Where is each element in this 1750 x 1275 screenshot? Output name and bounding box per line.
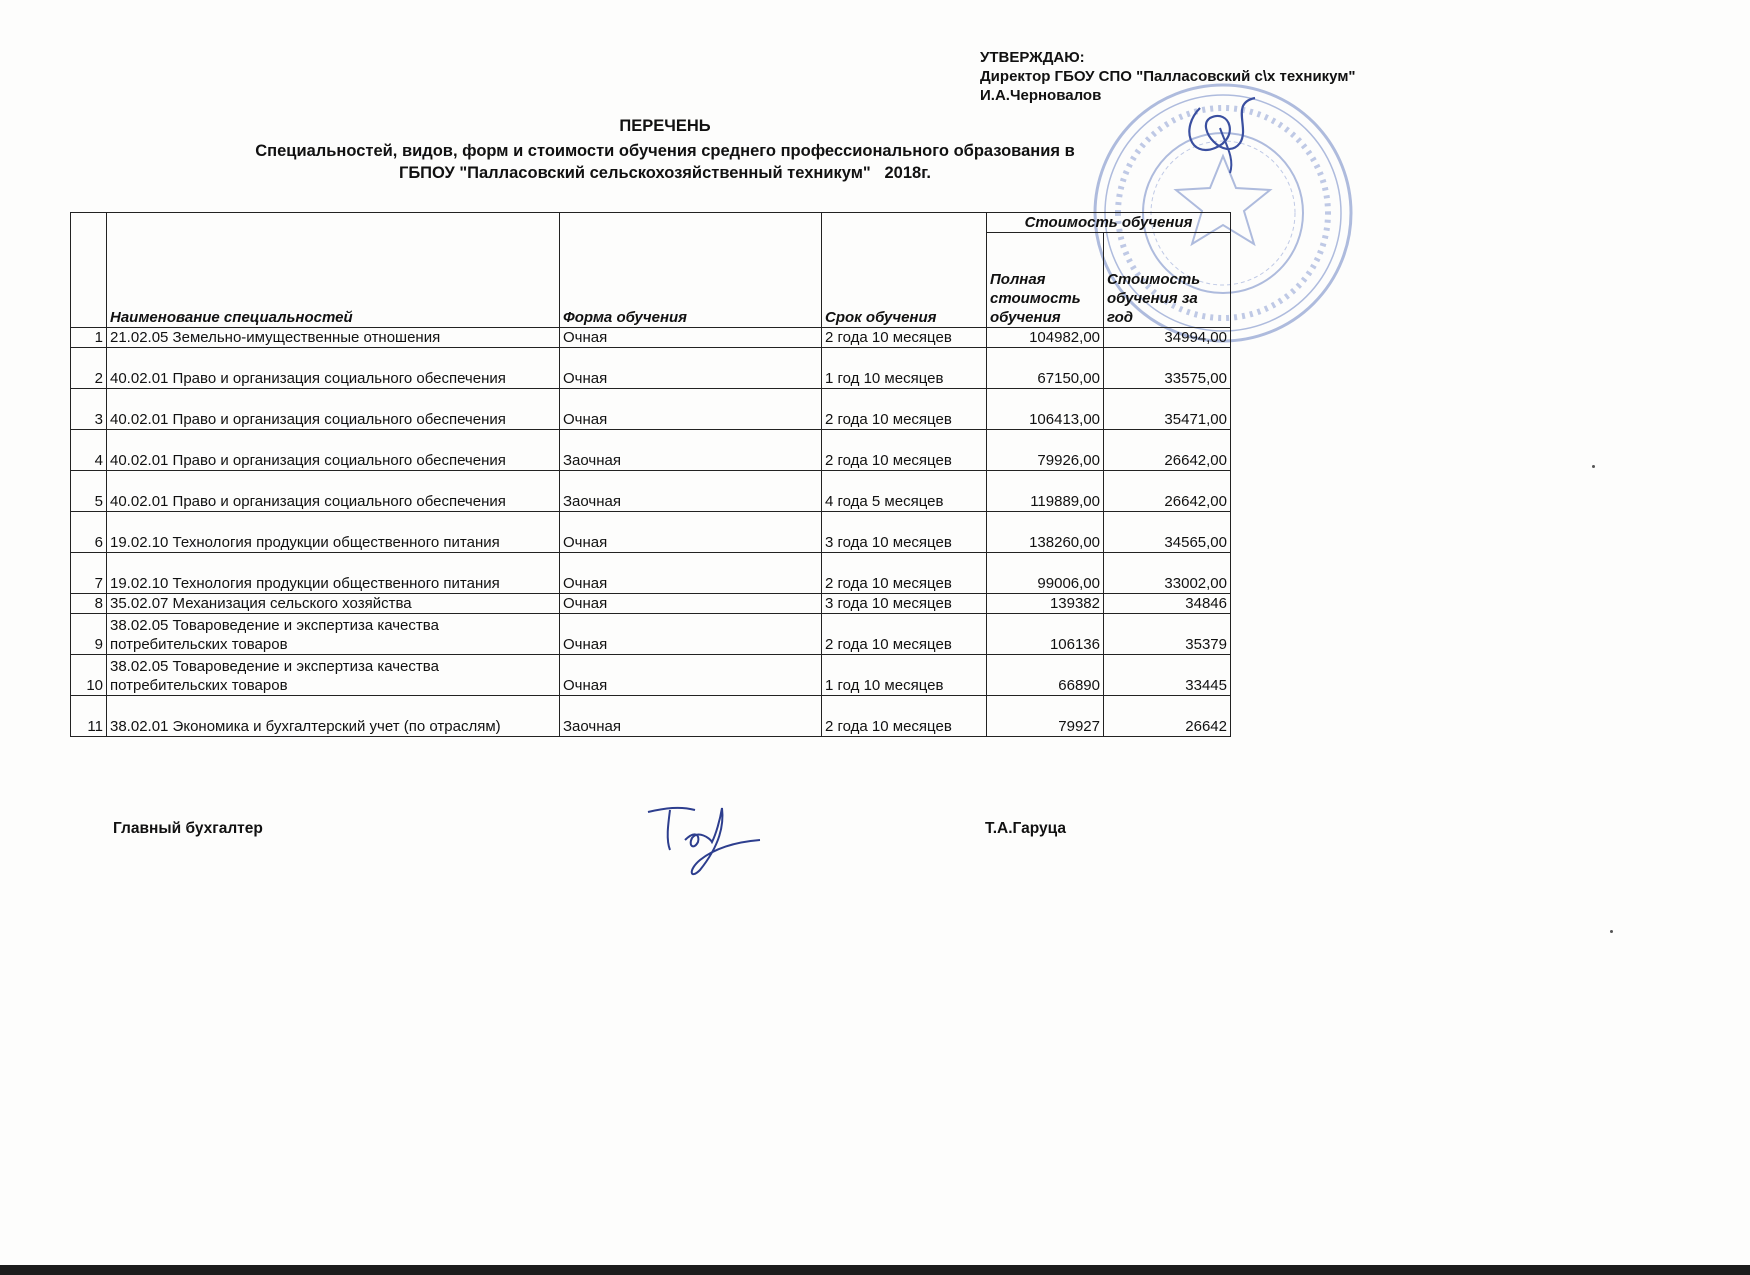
header-form: Форма обучения — [560, 213, 822, 328]
row-number: 9 — [71, 614, 107, 655]
row-number: 7 — [71, 553, 107, 594]
row-year-cost: 34994,00 — [1104, 328, 1231, 348]
row-term: 1 год 10 месяцев — [822, 348, 987, 389]
specialties-table — [70, 212, 1231, 737]
row-year-cost: 33445 — [1104, 655, 1231, 696]
row-term: 2 года 10 месяцев — [822, 328, 987, 348]
table-row — [71, 594, 1231, 614]
row-name: 40.02.01 Право и организация социального обеспечения — [107, 348, 560, 389]
row-term: 2 года 10 месяцев — [822, 696, 987, 737]
row-name: 35.02.07 Механизация сельского хозяйства — [107, 594, 560, 614]
row-year-cost: 35379 — [1104, 614, 1231, 655]
document-subtitle-line1: Специальностей, видов, форм и стоимости обучения среднего профессионального образования в — [255, 142, 1075, 160]
footer-role: Главный бухгалтер — [113, 820, 263, 837]
row-term: 2 года 10 месяцев — [822, 553, 987, 594]
row-term: 2 года 10 месяцев — [822, 430, 987, 471]
row-year-cost: 26642,00 — [1104, 430, 1231, 471]
table-header-row — [71, 213, 1231, 233]
row-number: 11 — [71, 696, 107, 737]
header-full-cost: Полная стоимость обучения — [987, 233, 1104, 328]
scan-speck — [1592, 465, 1595, 468]
table-row — [71, 512, 1231, 553]
footer-name: Т.А.Гаруца — [985, 820, 1066, 837]
row-form: Заочная — [560, 430, 822, 471]
row-term: 2 года 10 месяцев — [822, 389, 987, 430]
row-name: 38.02.01 Экономика и бухгалтерский учет (по отраслям) — [107, 696, 560, 737]
row-number: 2 — [71, 348, 107, 389]
row-number: 8 — [71, 594, 107, 614]
director-signature — [1170, 88, 1280, 178]
table-row — [71, 348, 1231, 389]
row-form: Очная — [560, 594, 822, 614]
row-year-cost: 35471,00 — [1104, 389, 1231, 430]
document-subtitle-line2: ГБПОУ "Палласовский сельскохозяйственный техникум" 2018г. — [398, 164, 932, 182]
row-form: Очная — [560, 512, 822, 553]
table-row — [71, 471, 1231, 512]
document-title-block — [150, 115, 1180, 184]
row-form: Очная — [560, 389, 822, 430]
row-name: 21.02.05 Земельно-имущественные отношения — [107, 328, 560, 348]
row-full-cost: 66890 — [987, 655, 1104, 696]
row-term: 4 года 5 месяцев — [822, 471, 987, 512]
row-form: Очная — [560, 655, 822, 696]
table-row — [71, 614, 1231, 655]
table-row — [71, 430, 1231, 471]
row-number: 5 — [71, 471, 107, 512]
row-full-cost: 106136 — [987, 614, 1104, 655]
row-number: 4 — [71, 430, 107, 471]
accountant-signature — [640, 800, 770, 880]
row-full-cost: 119889,00 — [987, 471, 1104, 512]
row-year-cost: 33002,00 — [1104, 553, 1231, 594]
approval-heading: УТВЕРЖДАЮ: — [980, 49, 1085, 66]
row-term: 1 год 10 месяцев — [822, 655, 987, 696]
row-full-cost: 67150,00 — [987, 348, 1104, 389]
row-year-cost: 34565,00 — [1104, 512, 1231, 553]
row-full-cost: 139382 — [987, 594, 1104, 614]
scan-bottom-edge — [0, 1265, 1750, 1275]
row-year-cost: 34846 — [1104, 594, 1231, 614]
row-form: Очная — [560, 348, 822, 389]
row-number: 6 — [71, 512, 107, 553]
row-name: 40.02.01 Право и организация социального обеспечения — [107, 430, 560, 471]
scan-speck — [1610, 930, 1613, 933]
row-number: 1 — [71, 328, 107, 348]
table-row — [71, 389, 1231, 430]
row-term: 3 года 10 месяцев — [822, 512, 987, 553]
row-number: 3 — [71, 389, 107, 430]
row-name: 19.02.10 Технология продукции общественного питания — [107, 553, 560, 594]
row-name: 40.02.01 Право и организация социального обеспечения — [107, 389, 560, 430]
row-year-cost: 33575,00 — [1104, 348, 1231, 389]
header-term: Срок обучения — [822, 213, 987, 328]
row-name: 40.02.01 Право и организация социального обеспечения — [107, 471, 560, 512]
row-term: 2 года 10 месяцев — [822, 614, 987, 655]
header-number — [71, 213, 107, 328]
table-row — [71, 553, 1231, 594]
table-row — [71, 696, 1231, 737]
table-row — [71, 655, 1231, 696]
row-year-cost: 26642,00 — [1104, 471, 1231, 512]
row-full-cost: 138260,00 — [987, 512, 1104, 553]
row-form: Заочная — [560, 471, 822, 512]
row-full-cost: 79926,00 — [987, 430, 1104, 471]
row-number: 10 — [71, 655, 107, 696]
document-title: ПЕРЕЧЕНЬ — [619, 117, 711, 135]
row-full-cost: 104982,00 — [987, 328, 1104, 348]
row-term: 3 года 10 месяцев — [822, 594, 987, 614]
row-name: 38.02.05 Товароведение и экспертиза качества потребительских товаров — [107, 655, 560, 696]
row-name: 19.02.10 Технология продукции общественного питания — [107, 512, 560, 553]
header-name: Наименование специальностей — [107, 213, 560, 328]
row-full-cost: 99006,00 — [987, 553, 1104, 594]
approval-name: И.А.Черновалов — [980, 87, 1102, 104]
approval-position: Директор ГБОУ СПО "Палласовский с\х техникум" — [980, 68, 1356, 85]
row-name: 38.02.05 Товароведение и экспертиза качества потребительских товаров — [107, 614, 560, 655]
row-form: Очная — [560, 553, 822, 594]
row-full-cost: 106413,00 — [987, 389, 1104, 430]
row-form: Очная — [560, 614, 822, 655]
row-form: Очная — [560, 328, 822, 348]
header-cost-group: Стоимость обучения — [987, 213, 1231, 233]
table-row — [71, 328, 1231, 348]
header-year-cost: Стоимость обучения за год — [1104, 233, 1231, 328]
row-form: Заочная — [560, 696, 822, 737]
row-full-cost: 79927 — [987, 696, 1104, 737]
row-year-cost: 26642 — [1104, 696, 1231, 737]
